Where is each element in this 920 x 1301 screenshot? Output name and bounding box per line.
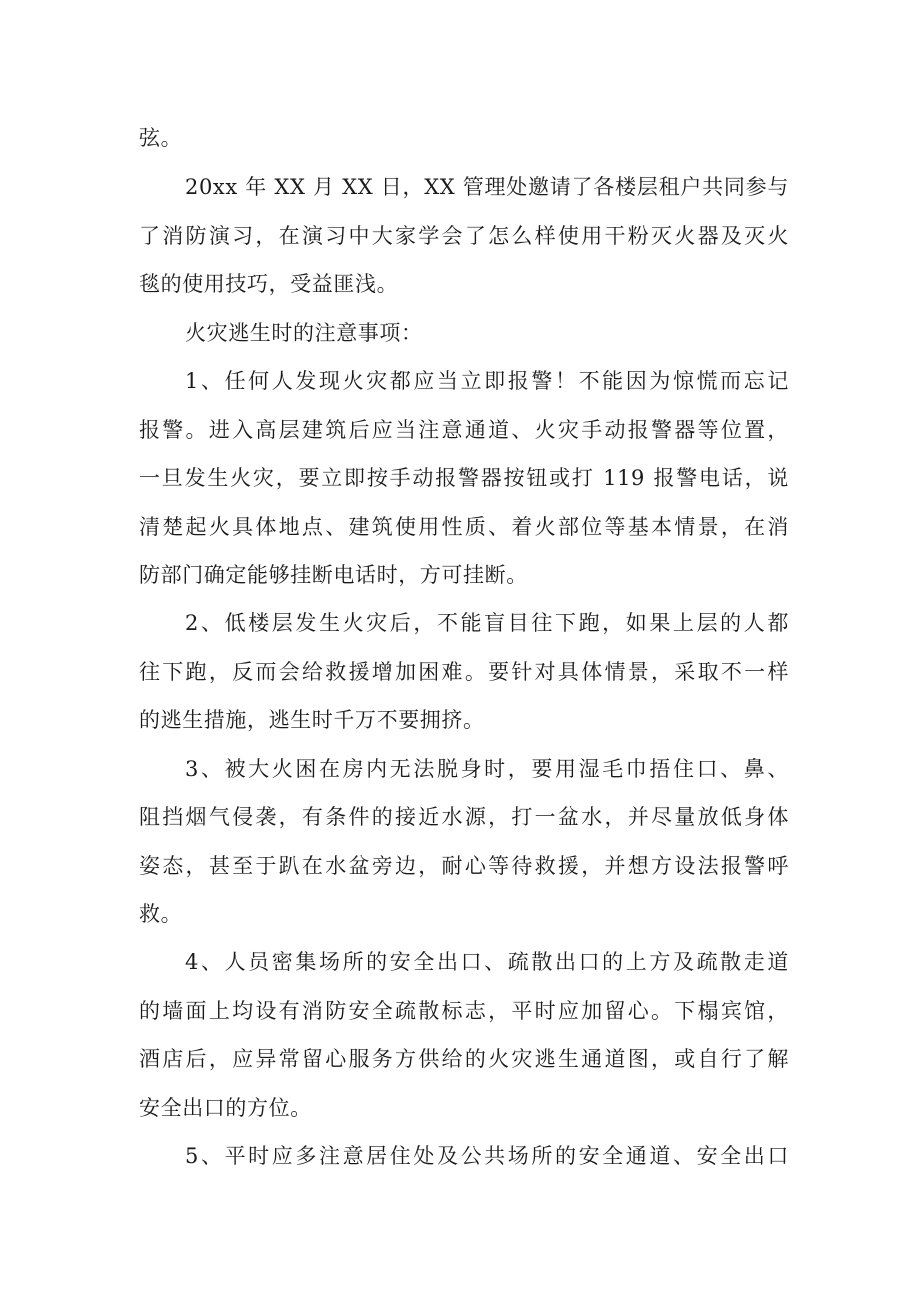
text-line: 的墙面上均设有消防安全疏散标志，平时应加留心。下榻宾馆， — [139, 999, 789, 1023]
text-line: 3、被大火困在房内无法脱身时，要用湿毛巾捂住口、鼻、 — [185, 757, 789, 781]
text-line: 姿态，甚至于趴在水盆旁边，耐心等待救援，并想方设法报警呼 — [139, 854, 789, 878]
text-line: 安全出口的方位。 — [139, 1096, 312, 1120]
text-line: 清楚起火具体地点、建筑使用性质、着火部位等基本情景，在消 — [139, 515, 789, 539]
text-line: 4、人员密集场所的安全出口、疏散出口的上方及疏散走道 — [185, 950, 789, 974]
text-line: 了消防演习，在演习中大家学会了怎么样使用干粉灭火器及灭火 — [139, 224, 789, 248]
text-line: 阻挡烟气侵袭，有条件的接近水源，打一盆水，并尽量放低身体 — [139, 805, 789, 829]
text-line: 毯的使用技巧，受益匪浅。 — [139, 272, 399, 296]
text-line: 1、任何人发现火灾都应当立即报警！不能因为惊慌而忘记 — [185, 369, 789, 393]
text-line: 20xx 年 XX 月 XX 日，XX 管理处邀请了各楼层租户共同参与 — [185, 175, 789, 199]
text-line: 一旦发生火灾，要立即按手动报警器按钮或打 119 报警电话，说 — [139, 466, 789, 490]
text-line: 救。 — [139, 902, 183, 926]
text-line: 弦。 — [139, 126, 183, 150]
text-line: 酒店后，应异常留心服务方供给的火灾逃生通道图，或自行了解 — [139, 1047, 789, 1071]
text-line: 2、低楼层发生火灾后，不能盲目往下跑，如果上层的人都 — [185, 611, 789, 635]
text-line: 报警。进入高层建筑后应当注意通道、火灾手动报警器等位置， — [139, 418, 789, 442]
text-line: 的逃生措施，逃生时千万不要拥挤。 — [139, 708, 485, 732]
text-line: 防部门确定能够挂断电话时，方可挂断。 — [139, 563, 528, 587]
section-heading: 火灾逃生时的注意事项： — [185, 321, 423, 345]
text-line: 5、平时应多注意居住处及公共场所的安全通道、安全出口 — [185, 1144, 789, 1168]
text-line: 往下跑，反而会给救援增加困难。要针对具体情景，采取不一样 — [139, 660, 789, 684]
